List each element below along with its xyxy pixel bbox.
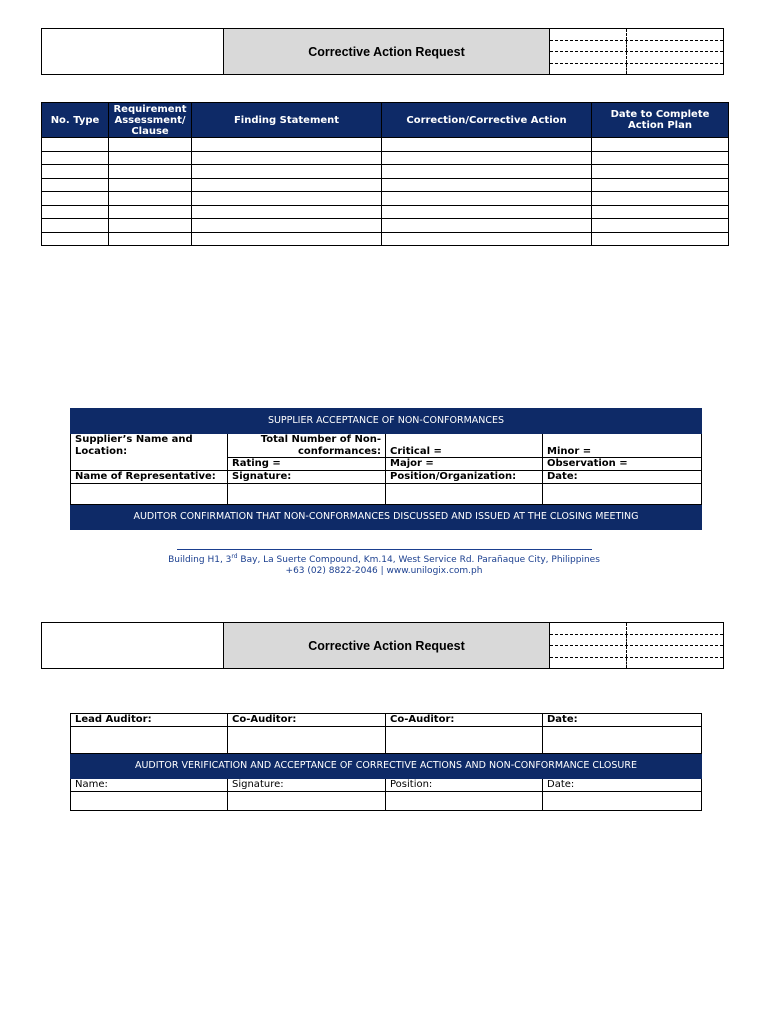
critical-label[interactable]: Critical = [386, 434, 543, 458]
column-header-finding-statement: Finding Statement [192, 103, 382, 138]
lead-auditor-field[interactable] [71, 727, 228, 754]
supplier-acceptance-form [70, 408, 702, 530]
column-header-date-to-complete: Date to Complete Action Plan [592, 103, 729, 138]
signature-label: Signature: [228, 471, 386, 484]
form-header [41, 28, 724, 75]
findings-header-row [42, 103, 729, 138]
signature-field[interactable] [228, 484, 386, 505]
observation-label[interactable]: Observation = [543, 458, 702, 471]
auditor-confirmation-heading: AUDITOR CONFIRMATION THAT NON-CONFORMANCES DISCUSSED AND ISSUED AT THE CLOSING MEETING [71, 505, 702, 530]
co-auditor-field[interactable] [386, 727, 543, 754]
name-label: Name: [71, 779, 228, 792]
table-row [42, 192, 729, 206]
table-row [42, 205, 729, 219]
position-label: Position: [386, 779, 543, 792]
form-title: Corrective Action Request [224, 623, 550, 668]
column-header-requirement: Requirement Assessment/ Clause [109, 103, 192, 138]
footer-contact: +63 (02) 8822-2046 | www.unilogix.com.ph [285, 566, 483, 576]
date-field[interactable] [543, 727, 702, 754]
co-auditor-label: Co-Auditor: [228, 714, 386, 727]
suppliers-name-value[interactable] [71, 458, 228, 471]
date-label: Date: [543, 714, 702, 727]
form-title: Corrective Action Request [224, 29, 550, 74]
suppliers-name-label: Supplier’s Name and Location: [71, 434, 228, 458]
table-row [42, 165, 729, 179]
signature-label: Signature: [228, 779, 386, 792]
major-label[interactable]: Major = [386, 458, 543, 471]
table-row [42, 151, 729, 165]
co-auditor-label: Co-Auditor: [386, 714, 543, 727]
name-field[interactable] [71, 792, 228, 811]
verification-heading: AUDITOR VERIFICATION AND ACCEPTANCE OF CORRECTIVE ACTIONS AND NON-CONFORMANCE CLOSURE [71, 754, 702, 779]
document-control-box [550, 623, 723, 668]
rating-label[interactable]: Rating = [228, 458, 386, 471]
date-label: Date: [543, 779, 702, 792]
form-header-page-2 [41, 622, 724, 669]
date-label: Date: [543, 471, 702, 484]
logo-area [42, 623, 224, 668]
table-row [42, 219, 729, 233]
auditor-verification-form [70, 713, 702, 811]
logo-area [42, 29, 224, 74]
lead-auditor-label: Lead Auditor: [71, 714, 228, 727]
position-organization-label: Position/Organization: [386, 471, 543, 484]
date-field[interactable] [543, 484, 702, 505]
minor-label[interactable]: Minor = [543, 434, 702, 458]
position-organization-field[interactable] [386, 484, 543, 505]
page-footer [0, 549, 768, 577]
position-field[interactable] [386, 792, 543, 811]
column-header-no-type: No. Type [42, 103, 109, 138]
representative-field[interactable] [71, 484, 228, 505]
table-row [42, 178, 729, 192]
table-row [42, 232, 729, 246]
representative-label: Name of Representative: [71, 471, 228, 484]
date-field[interactable] [543, 792, 702, 811]
footer-address: Building H1, 3rd Bay, La Suerte Compound, Km.14, West Service Rd. Parañaque City, Philippines [168, 553, 600, 565]
total-nc-label: Total Number of Non-conformances: [228, 434, 386, 458]
table-row [42, 138, 729, 152]
findings-table [41, 102, 729, 246]
supplier-acceptance-heading: SUPPLIER ACCEPTANCE OF NON-CONFORMANCES [71, 409, 702, 434]
signature-field[interactable] [228, 792, 386, 811]
co-auditor-field[interactable] [228, 727, 386, 754]
document-control-box [550, 29, 723, 74]
column-header-corrective-action: Correction/Corrective Action [382, 103, 592, 138]
footer-rule [177, 549, 592, 550]
